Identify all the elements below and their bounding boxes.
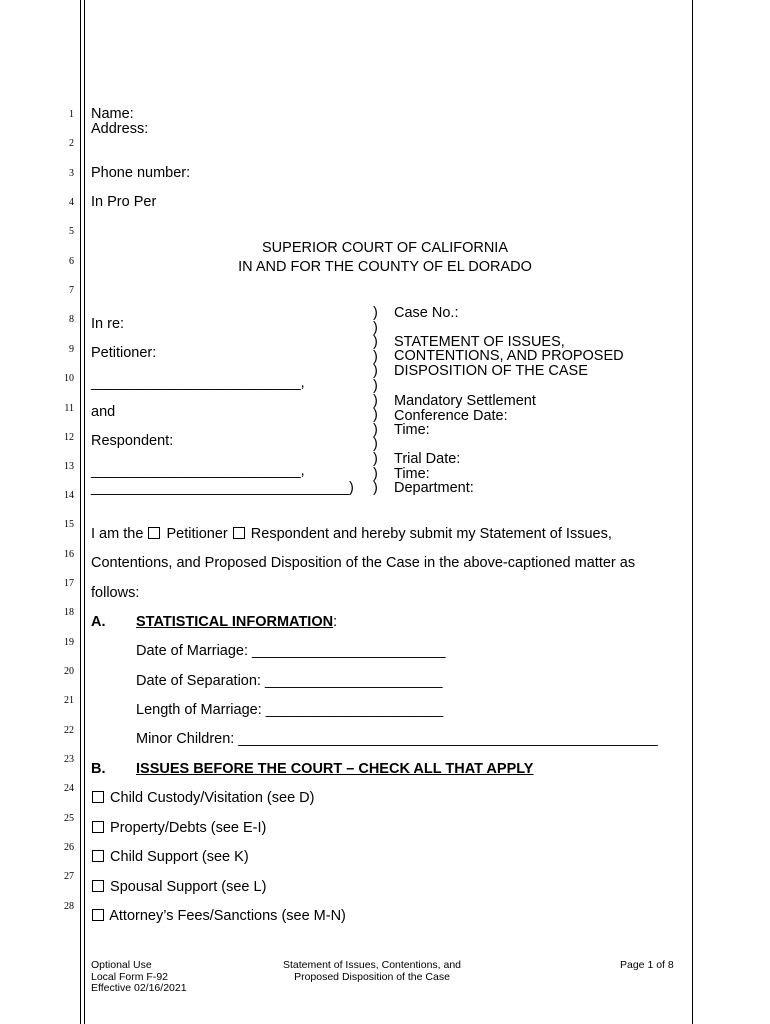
intro-line1 xyxy=(91,527,612,542)
pro-per-label: In Pro Per xyxy=(91,194,157,210)
msc-label-line2: Conference Date: xyxy=(394,408,508,424)
line-number: 24 xyxy=(64,783,74,794)
trial-time-label: Time: xyxy=(394,466,430,482)
child-custody-checkbox[interactable] xyxy=(92,791,104,803)
in-re-label: In re: xyxy=(91,316,125,332)
petitioner-label: Petitioner: xyxy=(91,345,157,361)
line-number: 28 xyxy=(64,901,74,912)
document-title-line2: CONTENTIONS, AND PROPOSED xyxy=(394,348,624,364)
footer-center xyxy=(262,960,482,983)
line-number: 18 xyxy=(64,607,74,618)
issue-label: Child Custody/Visitation (see D) xyxy=(110,790,315,806)
date-of-separation-field[interactable]: Date of Separation: ______________________ xyxy=(136,673,443,689)
line-number: 5 xyxy=(69,226,74,237)
intro-text-1: I am the xyxy=(91,526,144,542)
respondent-label: Respondent: xyxy=(91,433,174,449)
intro-line2: Contentions, and Proposed Disposition of the Case in the above-captioned matter as xyxy=(91,555,636,571)
intro-line3: follows: xyxy=(91,585,140,601)
line-number: 3 xyxy=(69,168,74,179)
date-of-marriage-field[interactable]: Date of Marriage: ________________________ xyxy=(136,643,446,659)
line-number: 26 xyxy=(64,842,74,853)
line-number: 27 xyxy=(64,871,74,882)
line-number: 19 xyxy=(64,637,74,648)
section-a-heading-colon: : xyxy=(333,614,338,630)
issue-label: Property/Debts (see E-I) xyxy=(110,820,267,836)
line-number: 20 xyxy=(64,666,74,677)
respondent-name-blank: __________________________, xyxy=(91,463,305,479)
line-number: 12 xyxy=(64,432,74,443)
line-number: 16 xyxy=(64,549,74,560)
section-a-heading-text: STATISTICAL INFORMATION xyxy=(136,614,334,630)
name-label: Name: xyxy=(91,106,134,122)
minor-children-field[interactable]: Minor Children: ____________________________________________________ xyxy=(136,731,658,747)
address-label: Address: xyxy=(91,121,149,137)
line-number: 13 xyxy=(64,461,74,472)
msc-label-line1: Mandatory Settlement xyxy=(394,393,536,409)
issue-item xyxy=(91,880,266,895)
attorneys-fees-checkbox[interactable] xyxy=(92,909,104,921)
msc-time-label: Time: xyxy=(394,422,430,438)
line-number: 14 xyxy=(64,490,74,501)
petitioner-name-blank: __________________________, xyxy=(91,375,305,391)
section-a-letter: A. xyxy=(91,614,106,630)
line-number: 21 xyxy=(64,695,74,706)
line-number: 23 xyxy=(64,754,74,765)
footer-optional-use: Optional Use xyxy=(91,959,152,971)
court-title-line2: IN AND FOR THE COUNTY OF EL DORADO xyxy=(238,259,532,275)
footer-title-line2: Proposed Disposition of the Case xyxy=(294,970,450,983)
line-number: 7 xyxy=(69,285,74,296)
footer-form-number: Local Form F-92 xyxy=(91,970,169,983)
line-number: 15 xyxy=(64,519,74,530)
issue-item xyxy=(91,909,346,924)
footer-title-line1: Statement of Issues, Contentions, and xyxy=(282,959,462,971)
case-no-label: Case No.: xyxy=(394,305,459,321)
child-support-checkbox[interactable] xyxy=(92,850,104,862)
phone-label: Phone number: xyxy=(91,165,191,181)
and-label: and xyxy=(91,404,116,420)
footer-effective-date: Effective 02/16/2021 xyxy=(91,982,187,994)
line-number: 25 xyxy=(64,813,74,824)
department-label: Department: xyxy=(394,480,474,496)
document-title-line1: STATEMENT OF ISSUES, xyxy=(394,334,565,350)
section-b-letter: B. xyxy=(91,761,106,777)
issue-label: Attorney’s Fees/Sanctions (see M-N) xyxy=(109,908,346,924)
property-debts-checkbox[interactable] xyxy=(92,821,104,833)
line-number: 9 xyxy=(69,344,74,355)
line-number: 10 xyxy=(64,373,74,384)
section-a-heading xyxy=(136,615,337,630)
right-margin-rule xyxy=(692,0,693,1024)
court-title-line1: SUPERIOR COURT OF CALIFORNIA xyxy=(262,240,508,256)
line-number: 8 xyxy=(69,314,74,325)
petitioner-checkbox[interactable] xyxy=(148,527,160,539)
respondent-checkbox[interactable] xyxy=(233,527,245,539)
line-number: 6 xyxy=(69,256,74,267)
left-margin-rule-inner xyxy=(84,0,85,1024)
length-of-marriage-field[interactable]: Length of Marriage: ______________________ xyxy=(136,702,444,718)
issue-label: Spousal Support (see L) xyxy=(110,879,267,895)
issue-label: Child Support (see K) xyxy=(110,849,249,865)
caption-bottom-rule: ________________________________) xyxy=(91,480,354,496)
page-number: Page 1 of 8 xyxy=(620,959,674,971)
line-number: 2 xyxy=(69,138,74,149)
intro-petitioner-label: Petitioner xyxy=(166,526,228,542)
caption-parens: ) ) ) ) ) ) ) ) ) ) ) ) ) xyxy=(373,305,378,497)
trial-date-label: Trial Date: xyxy=(394,451,461,467)
spousal-support-checkbox[interactable] xyxy=(92,880,104,892)
document-title-line3: DISPOSITION OF THE CASE xyxy=(394,363,588,379)
footer-left xyxy=(91,960,187,995)
left-margin-rule-outer xyxy=(80,0,81,1024)
intro-text-2: Respondent and hereby submit my Statement of Issues, xyxy=(250,526,612,542)
line-number: 1 xyxy=(69,109,74,120)
line-number: 22 xyxy=(64,725,74,736)
line-number: 17 xyxy=(64,578,74,589)
issue-item xyxy=(91,821,266,836)
issue-item xyxy=(91,850,249,865)
line-number: 4 xyxy=(69,197,74,208)
line-number: 11 xyxy=(64,403,74,414)
issue-item xyxy=(91,791,314,806)
section-b-heading: ISSUES BEFORE THE COURT – CHECK ALL THAT APPLY xyxy=(136,761,534,777)
